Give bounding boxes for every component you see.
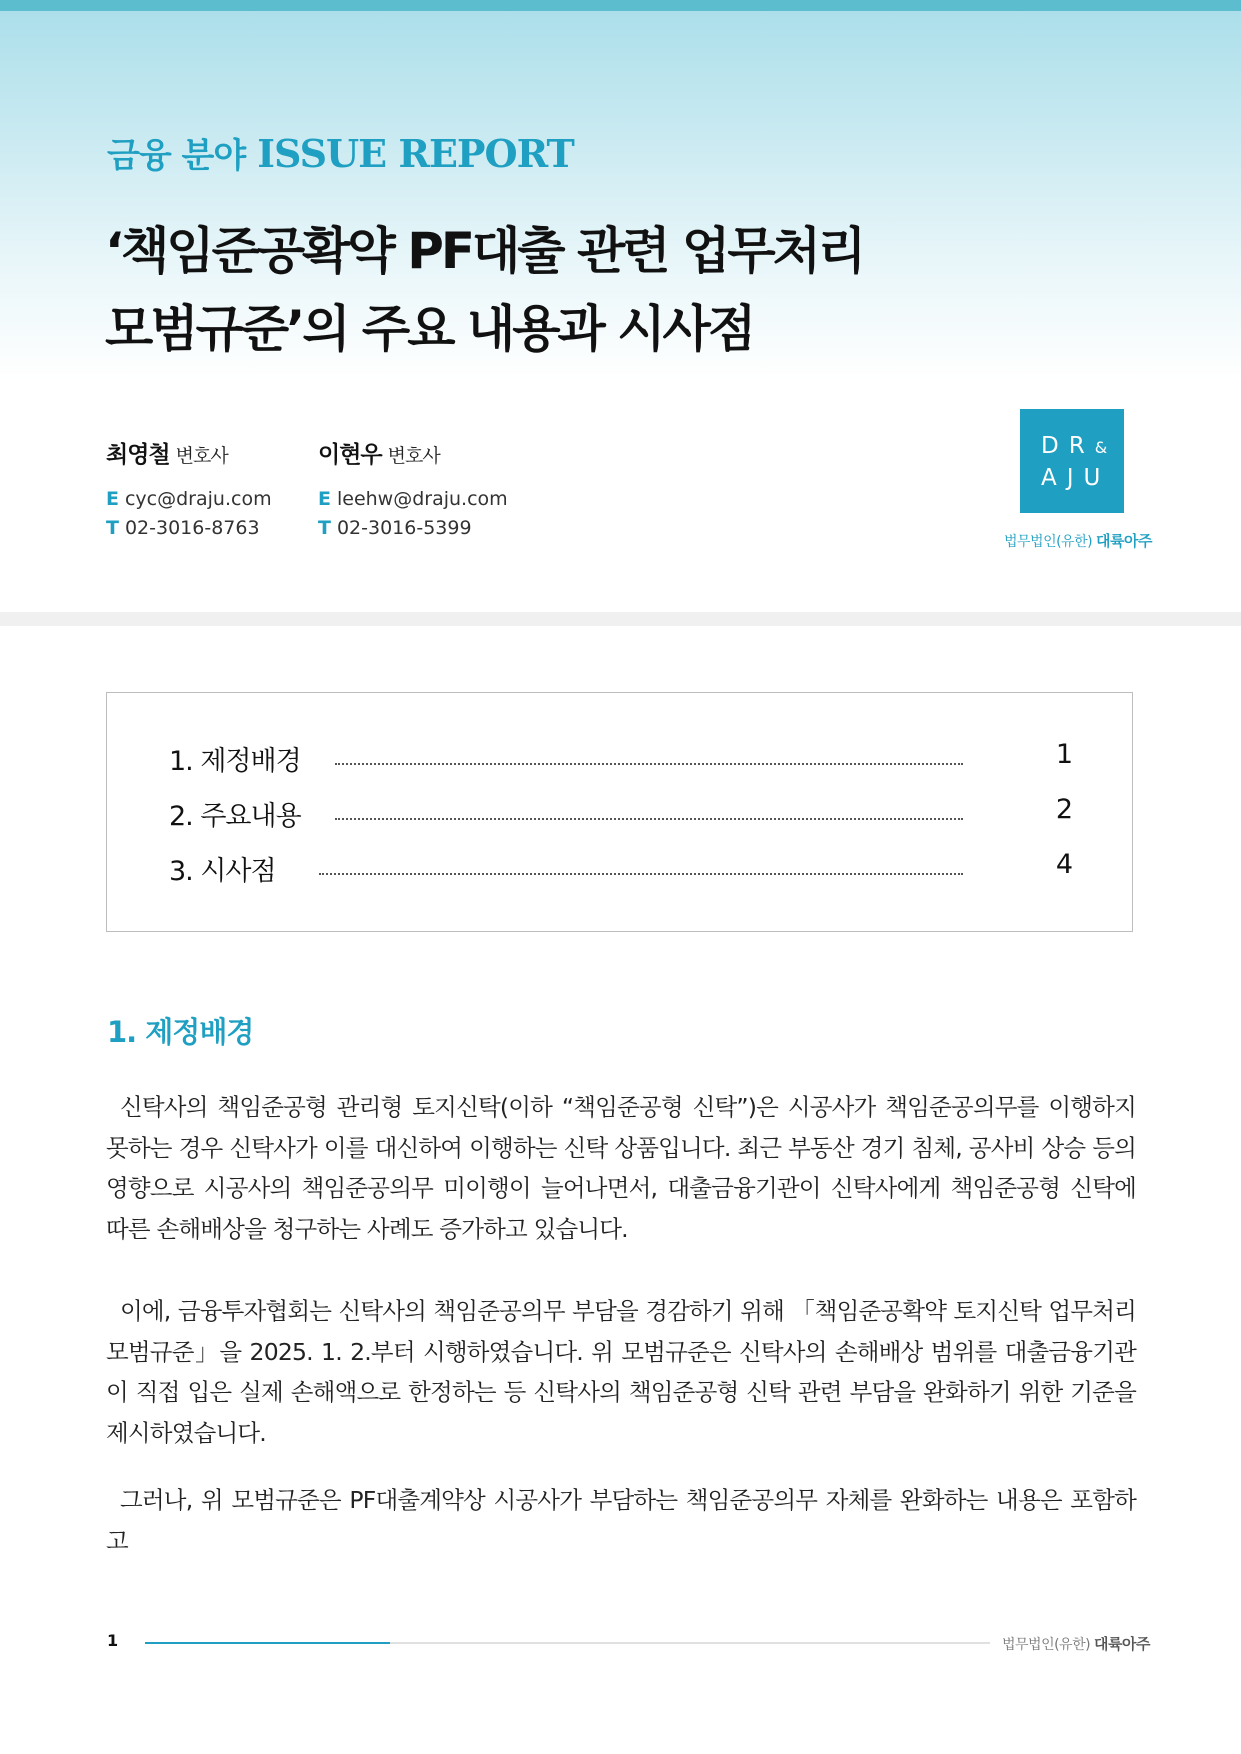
phone-label: T — [318, 517, 331, 539]
email-label: E — [106, 488, 119, 510]
header-top-bar — [0, 0, 1241, 11]
author-phone: 02-3016-5399 — [336, 517, 472, 539]
toc-item[interactable] — [169, 849, 1073, 889]
toc-item-page: 2 — [1055, 794, 1073, 825]
toc-item[interactable] — [169, 794, 1073, 834]
page-title — [105, 212, 1005, 368]
toc-leader-dots — [335, 763, 963, 765]
toc-leader-dots — [319, 873, 963, 875]
toc-item-page: 4 — [1055, 849, 1073, 880]
footer-firm-name — [1002, 1633, 1150, 1654]
toc-item-label: 3. 시사점 — [169, 856, 276, 887]
firm-name: 대륙아주 — [1096, 532, 1152, 550]
body-paragraph: 신탁사의 책임준공형 관리형 토지신탁(이하 “책임준공형 신탁”)은 시공사가 책임준공의무를 이행하지 못하는 경우 신탁사가 이를 대신하여 이행하는 신탁 상품입니다. 최근 부동산 경기 침체, 공사비 상승 등의 영향으로 시공사의 책임준공의무 미이행이 늘어나면서, 대출금융기관이 신탁사에게 책임준공형 신탁에 따른 손해배상을 청구하는 사례도 증가하고 있습니다. — [106, 1093, 1136, 1243]
logo-ampersand: & — [1094, 438, 1108, 457]
author-email-link[interactable]: leehw@draju.com — [336, 488, 508, 510]
author-card — [106, 436, 272, 543]
toc-item-label: 2. 주요내용 — [169, 801, 301, 832]
phone-label: T — [106, 517, 119, 539]
author-role: 변호사 — [175, 445, 228, 467]
author-phone: 02-3016-8763 — [124, 517, 260, 539]
report-label — [107, 128, 574, 177]
firm-prefix: 법무법인(유한) — [1004, 534, 1093, 550]
author-contact — [106, 485, 272, 543]
toc-item-page: 1 — [1055, 739, 1073, 770]
logo-letters-dr: DR — [1041, 433, 1095, 459]
logo-text-bottom: AJU — [1041, 465, 1111, 491]
author-contact — [318, 485, 508, 543]
footer-progress-bar — [145, 1642, 390, 1644]
header-divider — [0, 612, 1241, 626]
title-line: ‘책임준공확약 PF대출 관련 업무처리 — [105, 222, 864, 280]
email-label: E — [318, 488, 331, 510]
section-heading: 1. 제정배경 — [107, 1015, 254, 1049]
logo-text-top — [1041, 433, 1107, 459]
author-name: 이현우 — [318, 442, 382, 468]
author-email-link[interactable]: cyc@draju.com — [124, 488, 272, 510]
toc-item[interactable] — [169, 739, 1073, 779]
table-of-contents — [106, 692, 1133, 932]
footer-progress-track — [145, 1642, 990, 1644]
firm-name-caption — [1004, 530, 1152, 551]
author-name: 최영철 — [106, 442, 170, 468]
title-line: 모범규준’의 주요 내용과 시사점 — [105, 300, 754, 358]
report-type: ISSUE REPORT — [257, 131, 574, 176]
firm-logo — [1020, 409, 1124, 513]
toc-item-label: 1. 제정배경 — [169, 746, 301, 777]
author-role: 변호사 — [387, 445, 440, 467]
body-paragraph: 이에, 금융투자협회는 신탁사의 책임준공의무 부담을 경감하기 위해 「책임준공확약 토지신탁 업무처리 모범규준」을 2025. 1. 2.부터 시행하였습니다. 위 모범규준은 신탁사의 손해배상 범위를 대출금융기관이 직접 입은 실제 손해액으로 한정하는 등 신탁사의 책임준공형 신탁 관련 부담을 완화하기 위한 기준을 제시하였습니다. — [106, 1297, 1136, 1447]
body-paragraph: 그러나, 위 모범규준은 PF대출계약상 시공사가 부담하는 책임준공의무 자체를 완화하는 내용은 포함하고 — [106, 1486, 1136, 1555]
page-number: 1 — [107, 1631, 119, 1650]
report-category: 금융 분야 — [107, 136, 246, 176]
toc-leader-dots — [335, 818, 963, 820]
author-card — [318, 436, 508, 543]
footer-firm-prefix: 법무법인(유한) — [1002, 1637, 1091, 1653]
footer-firm-label: 대륙아주 — [1094, 1635, 1150, 1653]
